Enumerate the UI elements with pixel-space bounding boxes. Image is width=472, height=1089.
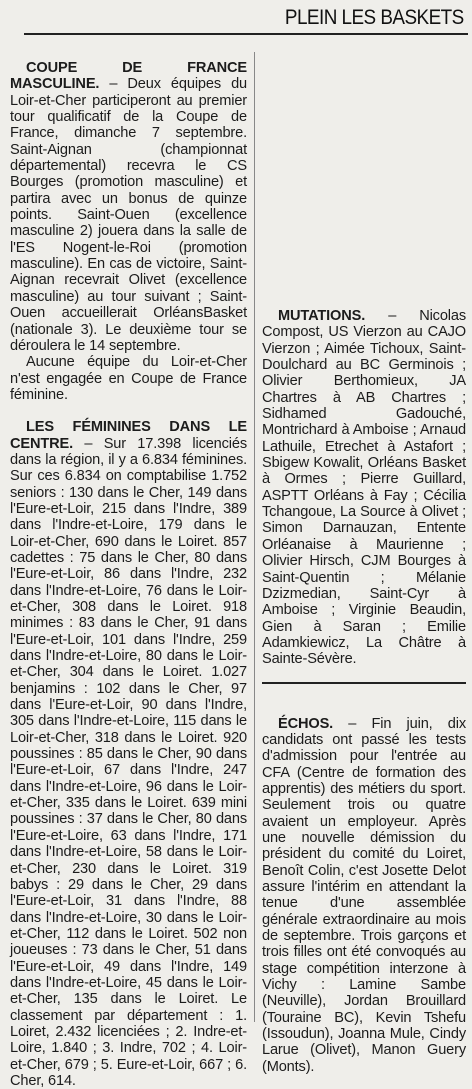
article-echos [262,716,466,1076]
paragraph-text-2: Aucune équipe du Loir-et-Cher n'est engagée en Coupe de France féminine. [10,354,247,403]
section-heading-mutations: MUTATIONS. [278,308,366,324]
section-rule [262,682,466,684]
column-divider [254,52,255,1022]
paragraph-text: – Deux équipes du Loir-et-Cher participeront au premier tour qualificatif de la Coupe de France, dimanche 7 septembre. Saint-Aignan (championnat départemental) recevra le CS Bourges (promotion masculine) et partira avec un bonus de quinze points. Saint-Ouen (excellence masculine 2) jouera dans la salle de l'ES Nogent-le-Roi (promotion masculine). En cas de victoire, Saint-Aignan recevrait Olivet (excellence masculine) au tour suivant ; Saint-Ouen accueillerait OrléansBasket (nationale 3). Le deuxième tour se déroulera le 14 septembre. [10,76,247,354]
page-header [0,0,472,34]
section-gap [10,403,247,419]
section-gap [262,694,466,716]
section-heading-feminines: LES FÉMININES DANS LE CENTRE. [10,419,247,452]
header-rule [24,33,468,35]
section-heading-echos: ÉCHOS. [278,715,334,732]
column-title: PLEIN LES BASKETS [285,6,464,29]
right-column [262,58,466,1075]
article-feminines [10,419,248,1089]
article-mutations [262,308,466,668]
left-column [10,60,248,1089]
paragraph-text: – Nicolas Compost, US Vierzon au CAJO Vierzon ; Aimée Tichoux, Saint-Doulchard au BC Germinois ; Olivier Berthomieux, JA Chartres à AB Chartres ; Sidhamed Gadouché, Montrichard à Amboise ; Arnaud Lathuile, Etrechet à Astafort ; Sbigew Kowalit, Orléans Basket à Ormes ; Pierre Guillard, ASPTT Orléans à Fay ; Cécilia Tchangoue, La Source à Olivet ; Simon Darnauzan, Entente Orléanaise à Maurienne ; Olivier Hirsch, CJM Bourges à Saint-Quentin ; Mélanie Dzizmedian, Saint-Cyr à Amboise ; Virginie Beaudin, Gien à Saran ; Emilie Adamkiewicz, La Châtre à Sainte-Sévère. [262,308,466,668]
paragraph-text: – Sur 17.398 licenciés dans la région, il y a 6.834 féminines. Sur ces 6.834 on comptabilise 1.752 seniors : 130 dans le Cher, 149 dans l'Eure-et-Loir, 215 dans l'Indre, 389 dans l'Indre-et-Loire, 179 dans le Loir-et-Cher, 690 dans le Loiret. 857 cadettes : 75 dans le Cher, 80 dans l'Eure-et-Loir, 86 dans l'Indre, 232 dans l'Indre-et-Loire, 76 dans le Loir-et-Cher, 308 dans le Loiret. 918 minimes : 83 dans le Cher, 91 dans l'Eure-et-Loir, 101 dans l'Indre, 259 dans l'Indre-et-Loire, 80 dans le Loir-et-Cher, 304 dans le Loiret. 1.027 benjamins : 102 dans le Cher, 97 dans l'Eure-et-Loir, 90 dans l'Indre, 305 dans l'Indre-et-Loire, 115 dans le Loir-et-Cher, 318 dans le Loiret. 920 poussines : 85 dans le Cher, 90 dans l'Eure-et-Loir, 67 dans l'Indre, 247 dans l'Indre-et-Loire, 96 dans le Loir-et-Cher, 335 dans le Loiret. 639 mini poussines : 37 dans le Cher, 80 dans l'Eure-et-Loire, 63 dans l'Indre, 171 dans l'Indre-et-Loire, 58 dans le Loir-et-Cher, 230 dans le Loiret. 319 babys : 29 dans le Cher, 29 dans l'Eure-et-Loir, 31 dans l'Indre, 88 dans l'Indre-et-Loire, 30 dans le Loir-et-Cher, 112 dans le Loiret. 502 non joueuses : 73 dans le Cher, 51 dans l'Eure-et-Loir, 49 dans l'Indre, 149 dans l'Indre-et-Loire, 45 dans le Loir-et-Cher, 135 dans le Loiret. Le classement par département : 1. Loiret, 2.432 licenciées ; 2. Indre-et-Loire, 1.840 ; 3. Indre, 702 ; 4. Loir-et-Cher, 679 ; 5. Eure-et-Loir, 667 ; 6. Cher, 614. [10,435,248,1089]
section-heading-coupe: COUPE DE FRANCE MASCULINE. [10,60,247,93]
article-coupe-de-france [10,60,247,354]
paragraph-text: – Fin juin, dix candidats ont passé les tests d'admission pour l'entrée au CFA (Centre de formation des apprentis) des métiers du sport. Seulement trois ou quatre avaient un employeur. Après une nouvelle démission du président du comité du Loiret, Benoît Colin, c'est Josette Delot assure l'intérim en attendant la tenue d'une assemblée générale extraordinaire au mois de septembre. Trois garçons et trois filles ont été convoqués au stage compétition interzone à Vichy : Lamine Sambe (Neuville), Jordan Brouillard (Touraine BC), Kevin Tshefu (Issoudun), Joanna Mule, Cindy Larue (Olivet), Manon Guery (Monts). [262,715,467,1075]
